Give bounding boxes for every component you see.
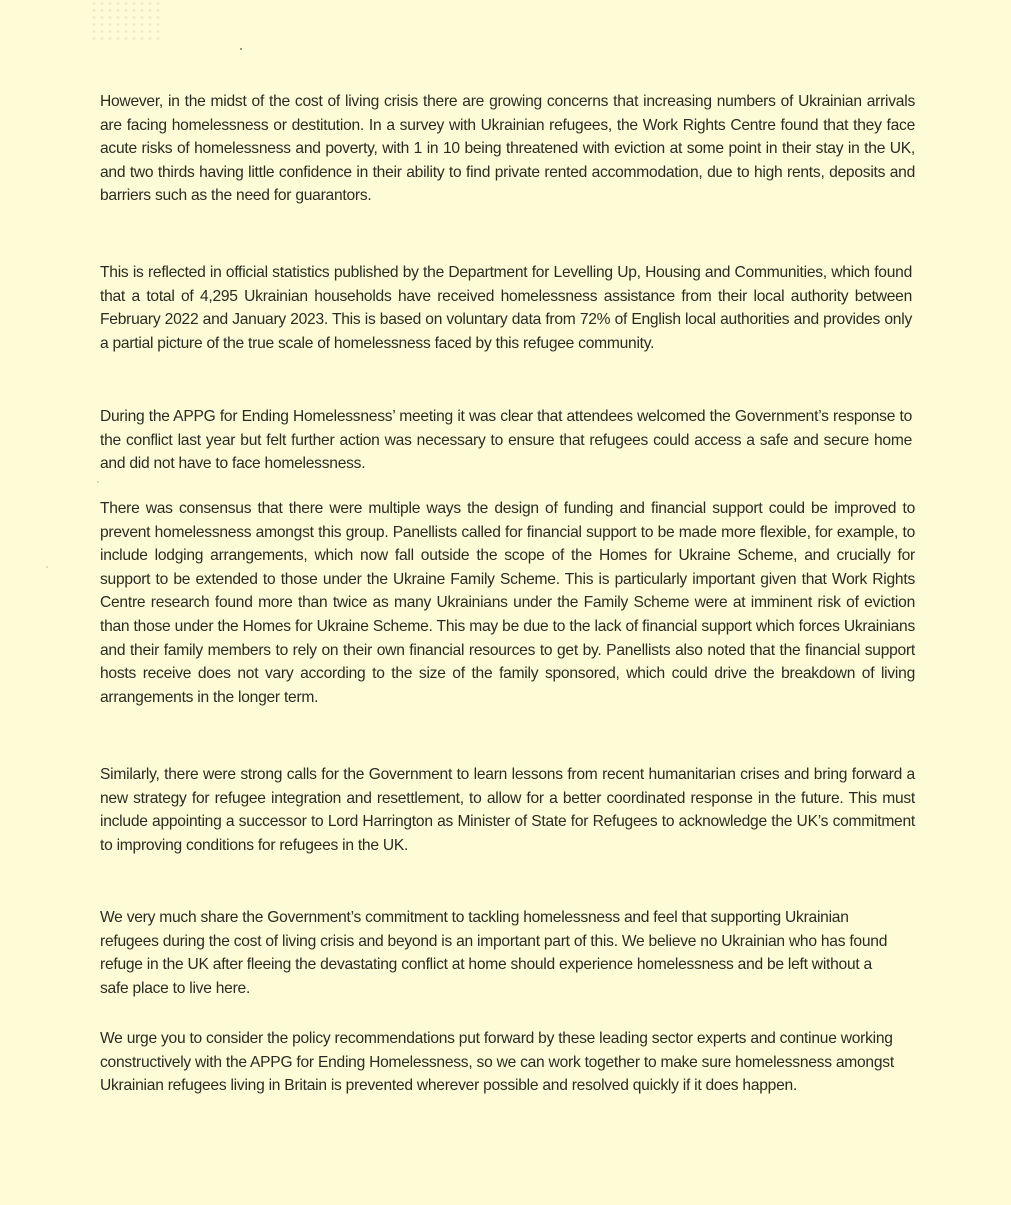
paper-speck [46,566,48,568]
paragraph-official-statistics: This is reflected in official statistics published by the Department for Levelling Up, Housing and Communities, which found that a total of 4,295 Ukrainian households have received homelessness assistance from their local authority between February 2022 and January 2023. This is based on voluntary data from 72% of English local authorities and provides only a partial picture of the true scale of homelessness faced by this refugee community. [100,264,912,352]
paragraph-cost-of-living: However, in the midst of the cost of living crisis there are growing concerns that increasing numbers of Ukrainian arrivals are facing homelessness or destitution. In a survey with Ukrainian refugees, the Work Rights Centre found that they face acute risks of homelessness and poverty, with 1 in 10 being threatened with eviction at some point in their stay in the UK, and two thirds having little confidence in their ability to find private rented accommodation, due to high rents, deposits and barriers such as the need for guarantors. [100,93,915,205]
paragraph-financial-support: There was consensus that there were multiple ways the design of funding and financial support could be improved to prevent homelessness amongst this group. Panellists called for financial support to be made more flexible, for example, to include lodging arrangements, which now fall outside the scope of the Homes for Ukraine Scheme, and crucially for support to be extended to those under the Ukraine Family Scheme. This is particularly important given that Work Rights Centre research found more than twice as many Ukrainians under the Family Scheme were at imminent risk of eviction than those under the Homes for Ukraine Scheme. This may be due to the lack of financial support which forces Ukrainians and their family members to rely on their own financial resources to get by. Panellists also noted that the financial support hosts receive does not vary according to the size of the family sponsored, which could drive the breakdown of living arrangements in the longer term. [100,500,915,706]
paragraph-closing-appeal: We urge you to consider the policy recommendations put forward by these leading sector experts and continue working constructively with the APPG for Ending Homelessness, so we can work together to make sure homelessness amongst Ukrainian refugees living in Britain is prevented wherever possible and resolved quickly if it does happen. [100,1030,894,1095]
paragraph-refugee-strategy: Similarly, there were strong calls for the Government to learn lessons from recent humanitarian crises and bring forward a new strategy for refugee integration and resettlement, to allow for a better coordinated response in the future. This must include appointing a successor to Lord Harrington as Minister of State for Refugees to acknowledge the UK’s commitment to improving conditions for refugees in the UK. [100,766,915,854]
paragraph-appg-meeting: During the APPG for Ending Homelessness’ meeting it was clear that attendees welcomed the Government’s response to the conflict last year but felt further action was necessary to ensure that refugees could access a safe and secure home and did not have to face homelessness. [100,408,912,473]
paper-speck [240,48,242,50]
paragraph-government-commitment: We very much share the Government’s commitment to tackling homelessness and feel that supporting Ukrainian refugees during the cost of living crisis and beyond is an important part of this. We believe no Ukrainian who has found refuge in the UK after fleeing the devastating conflict at home should experience homelessness and be left without a safe place to live here. [100,909,888,997]
paper-speck [97,481,99,483]
letterhead-watermark [90,0,160,40]
